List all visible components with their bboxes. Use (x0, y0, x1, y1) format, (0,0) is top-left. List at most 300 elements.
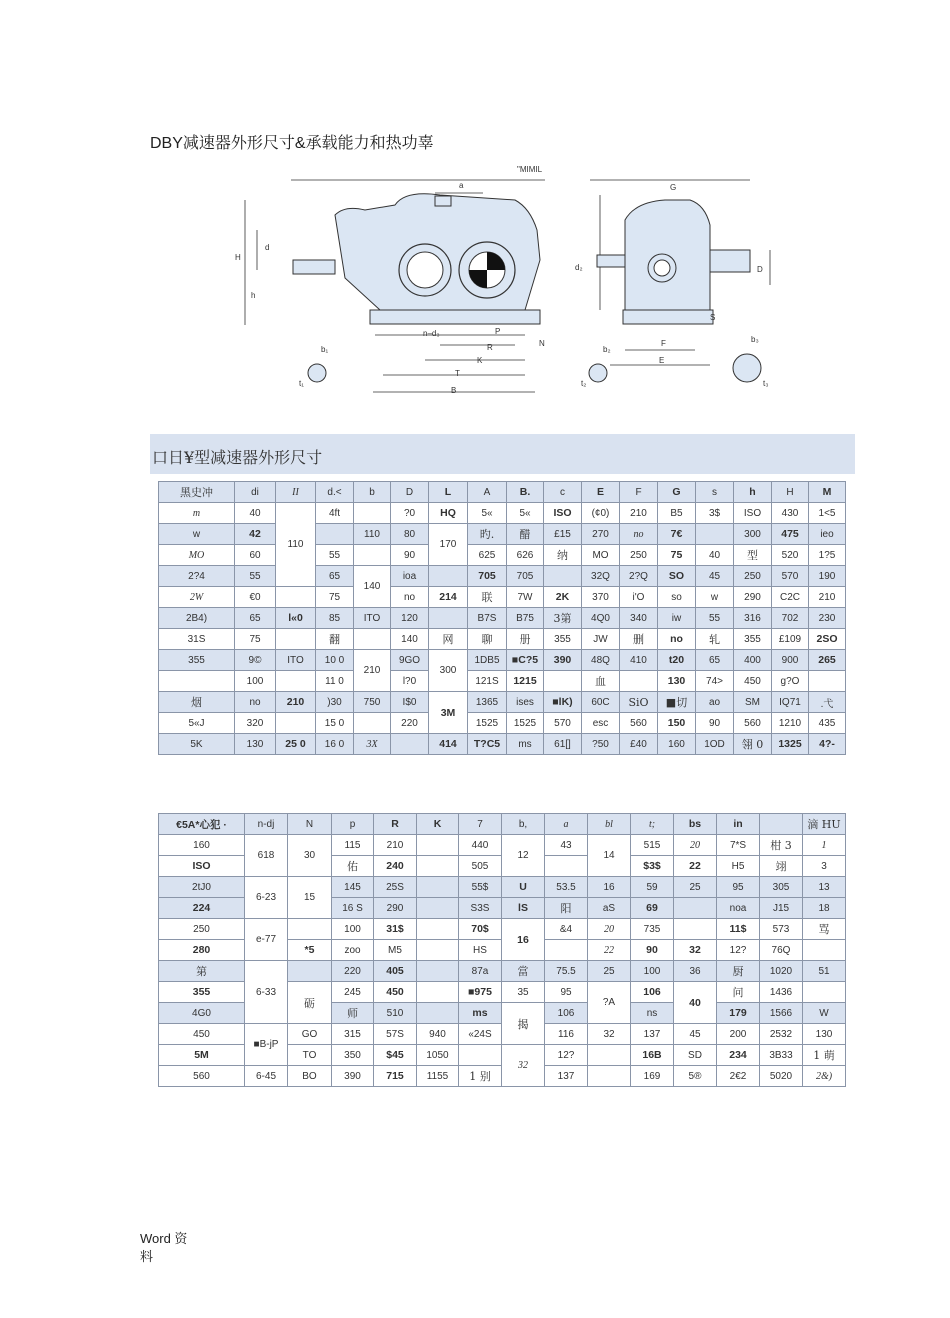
label-h-total: H (235, 253, 241, 262)
table-cell: 當 (502, 961, 545, 982)
table-cell: 2tJ0 (159, 877, 245, 898)
table-cell: 120 (391, 608, 429, 629)
table-cell: 20 (674, 835, 717, 856)
table-cell: W (803, 1003, 846, 1024)
table-cell (276, 587, 316, 608)
table-cell: 315 (332, 1024, 374, 1045)
table-row (159, 835, 846, 856)
table-cell: 214 (429, 587, 468, 608)
table-cell: 联 (468, 587, 507, 608)
table-cell (620, 671, 658, 692)
table-cell: 5«J (159, 713, 235, 734)
table-cell: 1365 (468, 692, 507, 713)
side-view (597, 200, 750, 324)
table-cell (417, 982, 459, 1003)
table-cell: 1?5 (809, 545, 846, 566)
table-cell: ■切 (658, 692, 696, 713)
header-cell: M (809, 482, 846, 503)
table-cell (159, 671, 235, 692)
table-cell: 55$ (459, 877, 502, 898)
table-cell: 355 (159, 650, 235, 671)
table-cell: 16B (631, 1045, 674, 1066)
table-cell: ■975 (459, 982, 502, 1003)
table-cell: 揭 (502, 1003, 545, 1045)
table-cell (429, 608, 468, 629)
header-cell: p (332, 814, 374, 835)
table-cell: 问 (717, 982, 760, 1003)
table-cell (417, 898, 459, 919)
table-cell: 76Q (760, 940, 803, 961)
table-cell: 60C (582, 692, 620, 713)
table-cell: 2SO (809, 629, 846, 650)
table-cell: 140 (391, 629, 429, 650)
table-cell: M5 (374, 940, 417, 961)
table-cell: 355 (159, 982, 245, 1003)
header-cell: n-dj (245, 814, 288, 835)
table-cell: 3X (354, 734, 391, 755)
label-k: K (477, 356, 483, 365)
table-cell: 9GO (391, 650, 429, 671)
table-cell: 116 (545, 1024, 588, 1045)
table-cell: *5 (288, 940, 332, 961)
table-cell: £109 (772, 629, 809, 650)
table-cell: .弋 (809, 692, 846, 713)
table-cell: £40 (620, 734, 658, 755)
table-cell: 7€ (658, 524, 696, 545)
table-cell: 1020 (760, 961, 803, 982)
table-cell: 32 (674, 940, 717, 961)
table-cell: ■lK) (544, 692, 582, 713)
table-cell: 55 (696, 608, 734, 629)
table-cell: 11 0 (316, 671, 354, 692)
table-cell: 烟 (159, 692, 235, 713)
section-title: 口日¥型减速器外形尺寸 (152, 448, 323, 467)
table-cell: 200 (717, 1024, 760, 1045)
table-cell: 350 (332, 1045, 374, 1066)
table-cell: ?0 (391, 503, 429, 524)
table-cell: 900 (772, 650, 809, 671)
label-f: F (661, 339, 666, 348)
table-cell: 45 (696, 566, 734, 587)
table-cell (544, 566, 582, 587)
table-cell: 删 (620, 629, 658, 650)
table-cell: so (658, 587, 696, 608)
table-cell: 230 (809, 608, 846, 629)
table-cell: iw (658, 608, 696, 629)
header-cell: R (374, 814, 417, 835)
table-cell: 250 (734, 566, 772, 587)
table-cell: 11$ (717, 919, 760, 940)
table-cell: GO (288, 1024, 332, 1045)
table-cell: 570 (772, 566, 809, 587)
table-cell: esc (582, 713, 620, 734)
table-cell: 翊 (760, 856, 803, 877)
table-cell: 32 (502, 1045, 545, 1087)
table-cell: 65 (316, 566, 354, 587)
table-cell: 柑 3 (760, 835, 803, 856)
table-cell: 59 (631, 877, 674, 898)
table-cell: 32Q (582, 566, 620, 587)
table-cell: 30 (288, 835, 332, 877)
table-cell (803, 982, 846, 1003)
table-cell: w (159, 524, 235, 545)
table-cell: 1155 (417, 1066, 459, 1087)
table-cell: B7S (468, 608, 507, 629)
table-cell: (¢0) (582, 503, 620, 524)
table-cell: 160 (159, 835, 245, 856)
table-cell: 560 (159, 1066, 245, 1087)
reducer-drawing (225, 160, 785, 405)
table-cell: 纳 (544, 545, 582, 566)
table-cell: 55 (235, 566, 276, 587)
table-cell: 20 (588, 919, 631, 940)
label-b2: b₂ (603, 345, 611, 354)
table-cell: HS (459, 940, 502, 961)
table-cell: 210 (276, 692, 316, 713)
header-cell: D (391, 482, 429, 503)
table-cell: 36 (674, 961, 717, 982)
table-cell: TO (288, 1045, 332, 1066)
table-cell: 65 (235, 608, 276, 629)
table-cell: 网 (429, 629, 468, 650)
table-cell: 70$ (459, 919, 502, 940)
table-cell: 250 (620, 545, 658, 566)
table-cell: 414 (429, 734, 468, 755)
header-cell: K (417, 814, 459, 835)
table-cell: )30 (316, 692, 354, 713)
table-row (159, 503, 846, 524)
table-cell: 5« (468, 503, 507, 524)
header-cell: d.< (316, 482, 354, 503)
table-cell (674, 898, 717, 919)
table-cell: ieo (809, 524, 846, 545)
table-cell: 1050 (417, 1045, 459, 1066)
table-cell: 2?Q (620, 566, 658, 587)
table-cell: 220 (332, 961, 374, 982)
table-cell: 5M (159, 1045, 245, 1066)
table-cell: 2B4) (159, 608, 235, 629)
header-cell: c (544, 482, 582, 503)
table-cell: 1<5 (809, 503, 846, 524)
table-cell: 4ft (316, 503, 354, 524)
table-cell: 90 (391, 545, 429, 566)
table-cell: 626 (507, 545, 544, 566)
table-cell: 砺 (288, 982, 332, 1024)
table-cell: 450 (159, 1024, 245, 1045)
table-cell: lS (502, 898, 545, 919)
table-cell: 140 (354, 566, 391, 608)
table-cell: 100 (332, 919, 374, 940)
table-cell: S3S (459, 898, 502, 919)
table-row (159, 692, 846, 713)
shaft-section-right (733, 354, 761, 382)
table-cell: «24S (459, 1024, 502, 1045)
table-cell: 16 (588, 877, 631, 898)
table-cell: 80 (391, 524, 429, 545)
table-cell: 520 (772, 545, 809, 566)
table-cell: U (502, 877, 545, 898)
table-cell: 210 (620, 503, 658, 524)
table-cell: 1 萌 (803, 1045, 846, 1066)
table-cell: 31S (159, 629, 235, 650)
table-cell (417, 961, 459, 982)
table-cell: 265 (809, 650, 846, 671)
table-cell: 705 (507, 566, 544, 587)
table-cell: 625 (468, 545, 507, 566)
table-cell (545, 856, 588, 877)
table-cell: ms (459, 1003, 502, 1024)
table-cell: 280 (159, 940, 245, 961)
table-cell: 169 (631, 1066, 674, 1087)
table-cell: 60 (235, 545, 276, 566)
table-cell: 5® (674, 1066, 717, 1087)
table-cell (588, 1045, 631, 1066)
table-header-row (159, 482, 846, 503)
table-cell: ISO (159, 856, 245, 877)
table-cell (354, 503, 391, 524)
table-cell (809, 671, 846, 692)
table-cell: 15 (288, 877, 332, 919)
table-cell (803, 940, 846, 961)
table-cell: 14 (588, 835, 631, 877)
table-cell: 510 (374, 1003, 417, 1024)
table-cell: i'O (620, 587, 658, 608)
table-cell: 940 (417, 1024, 459, 1045)
table-cell: 450 (734, 671, 772, 692)
table-cell: ns (631, 1003, 674, 1024)
table-cell: 450 (374, 982, 417, 1003)
table-row (159, 608, 846, 629)
table-cell: 69 (631, 898, 674, 919)
table-cell: €0 (235, 587, 276, 608)
header-cell: 7 (459, 814, 502, 835)
table-cell: 121S (468, 671, 507, 692)
table-cell: ms (507, 734, 544, 755)
table-cell: 聊 (468, 629, 507, 650)
table-cell: 53.5 (545, 877, 588, 898)
table-cell: 110 (276, 503, 316, 587)
table-cell: 12? (717, 940, 760, 961)
table-cell: ITO (354, 608, 391, 629)
table-cell: T?C5 (468, 734, 507, 755)
table-cell: 440 (459, 835, 502, 856)
table-cell: 32 (588, 1024, 631, 1045)
table-cell: 290 (374, 898, 417, 919)
table-cell: 75 (658, 545, 696, 566)
table-cell: 300 (429, 650, 468, 692)
table-cell: 13 (803, 877, 846, 898)
table-cell: 75 (316, 587, 354, 608)
table-cell: e-77 (245, 919, 288, 961)
table-cell: no (235, 692, 276, 713)
table-cell (696, 524, 734, 545)
header-cell: 滴 HU (803, 814, 846, 835)
table-cell: HQ (429, 503, 468, 524)
table-cell: 130 (803, 1024, 846, 1045)
table-cell: 210 (809, 587, 846, 608)
table-row (159, 650, 846, 671)
table-cell: 430 (772, 503, 809, 524)
table-cell: $3$ (631, 856, 674, 877)
table-cell: 305 (760, 877, 803, 898)
table-row (159, 877, 846, 898)
header-cell: b, (502, 814, 545, 835)
table-cell: zoo (332, 940, 374, 961)
header-cell: N (288, 814, 332, 835)
label-b: B (451, 386, 457, 395)
table-cell: 16 S (332, 898, 374, 919)
table-cell: J15 (760, 898, 803, 919)
table-cell: 87a (459, 961, 502, 982)
table-cell: 4Q0 (582, 608, 620, 629)
table-cell: ?A (588, 982, 631, 1024)
table-row (159, 713, 846, 734)
header-cell: h (734, 482, 772, 503)
table-cell: 轧 (696, 629, 734, 650)
table-cell: 12 (502, 835, 545, 877)
table-cell: 515 (631, 835, 674, 856)
table-row (159, 734, 846, 755)
table-cell: 735 (631, 919, 674, 940)
table-cell: 6-45 (245, 1066, 288, 1087)
table-cell: 400 (734, 650, 772, 671)
footer-line-1: Word 资 (140, 1231, 188, 1246)
table-cell: 翎 0 (734, 734, 772, 755)
table-cell: noa (717, 898, 760, 919)
table-cell (588, 1066, 631, 1087)
table-cell: 佑 (332, 856, 374, 877)
header-cell: A (468, 482, 507, 503)
table-cell: MO (582, 545, 620, 566)
label-g: G (670, 183, 677, 192)
table-cell: 130 (235, 734, 276, 755)
table-cell: 4G0 (159, 1003, 245, 1024)
table-cell: g?O (772, 671, 809, 692)
label-t3: t₃ (763, 379, 769, 388)
table-cell: 43 (545, 835, 588, 856)
header-cell: bs (674, 814, 717, 835)
table-cell: no (620, 524, 658, 545)
header-cell: L (429, 482, 468, 503)
table-cell: 5« (507, 503, 544, 524)
header-cell: G (658, 482, 696, 503)
table-row (159, 545, 846, 566)
table-cell (354, 629, 391, 650)
table-cell: 137 (545, 1066, 588, 1087)
table-cell: H5 (717, 856, 760, 877)
table-cell: 560 (620, 713, 658, 734)
table-cell: 1566 (760, 1003, 803, 1024)
table-cell: 170 (429, 524, 468, 566)
table-cell: 65 (696, 650, 734, 671)
table-cell: 16 0 (316, 734, 354, 755)
header-cell: di (235, 482, 276, 503)
label-r: R (487, 343, 493, 352)
table-cell: 15 0 (316, 713, 354, 734)
table-cell: SM (734, 692, 772, 713)
table-cell: 100 (235, 671, 276, 692)
table-cell: 405 (374, 961, 417, 982)
table-row (159, 587, 846, 608)
table-cell: 5020 (760, 1066, 803, 1087)
page-title: DBY减速器外形尺寸&承载能力和热功辜 (150, 135, 434, 152)
table-cell: 110 (354, 524, 391, 545)
shaft-section-left (308, 364, 326, 382)
header-cell: 黑史冲 (159, 482, 235, 503)
table-cell: 57S (374, 1024, 417, 1045)
table-cell: 750 (354, 692, 391, 713)
table-cell: 40 (696, 545, 734, 566)
table-cell: ao (696, 692, 734, 713)
table-cell: 3M (429, 692, 468, 734)
table-cell: 90 (696, 713, 734, 734)
table-cell: 醋 (507, 524, 544, 545)
label-t: T (455, 369, 460, 378)
table-cell: 270 (582, 524, 620, 545)
table-cell: 旳. (468, 524, 507, 545)
table-cell: 25 (588, 961, 631, 982)
table-cell: 290 (734, 587, 772, 608)
label-d1: d (265, 243, 270, 252)
table-cell: w (696, 587, 734, 608)
table-cell: C2C (772, 587, 809, 608)
table-cell: SO (658, 566, 696, 587)
footer (140, 1230, 187, 1266)
table-cell: 12? (545, 1045, 588, 1066)
label-h: h (251, 291, 256, 300)
table-cell: 3$ (696, 503, 734, 524)
header-cell: bl (588, 814, 631, 835)
table-cell: 血 (582, 671, 620, 692)
table-cell (544, 671, 582, 692)
table-cell: 1325 (772, 734, 809, 755)
table-cell (276, 713, 316, 734)
section-header (150, 434, 855, 474)
table-cell: 51 (803, 961, 846, 982)
label-mimil: "MIMIL (517, 165, 543, 174)
table-cell: 85 (316, 608, 354, 629)
table-cell: 7W (507, 587, 544, 608)
table-cell: 48Q (582, 650, 620, 671)
table-cell: 435 (809, 713, 846, 734)
table-cell: 2W (159, 587, 235, 608)
shaft-section-middle (589, 364, 607, 382)
table-cell: 25 (674, 877, 717, 898)
table-cell: I$0 (391, 692, 429, 713)
header-cell: in (717, 814, 760, 835)
table-cell: 90 (631, 940, 674, 961)
table-cell: t20 (658, 650, 696, 671)
label-t1: t₁ (299, 379, 304, 388)
table-cell (288, 919, 332, 940)
table-cell: 2532 (760, 1024, 803, 1045)
table-cell: 16 (502, 919, 545, 961)
table-cell: 130 (658, 671, 696, 692)
table-cell: BO (288, 1066, 332, 1087)
table-cell: 320 (235, 713, 276, 734)
table-cell: 702 (772, 608, 809, 629)
table-row (159, 961, 846, 982)
table-cell: 1436 (760, 982, 803, 1003)
table-cell: 册 (507, 629, 544, 650)
table-cell: 210 (374, 835, 417, 856)
header-cell: €5A*心犯 · (159, 814, 245, 835)
header-cell: F (620, 482, 658, 503)
table-cell (417, 940, 459, 961)
table-cell: 106 (545, 1003, 588, 1024)
table-cell: 95 (717, 877, 760, 898)
table-cell: B75 (507, 608, 544, 629)
